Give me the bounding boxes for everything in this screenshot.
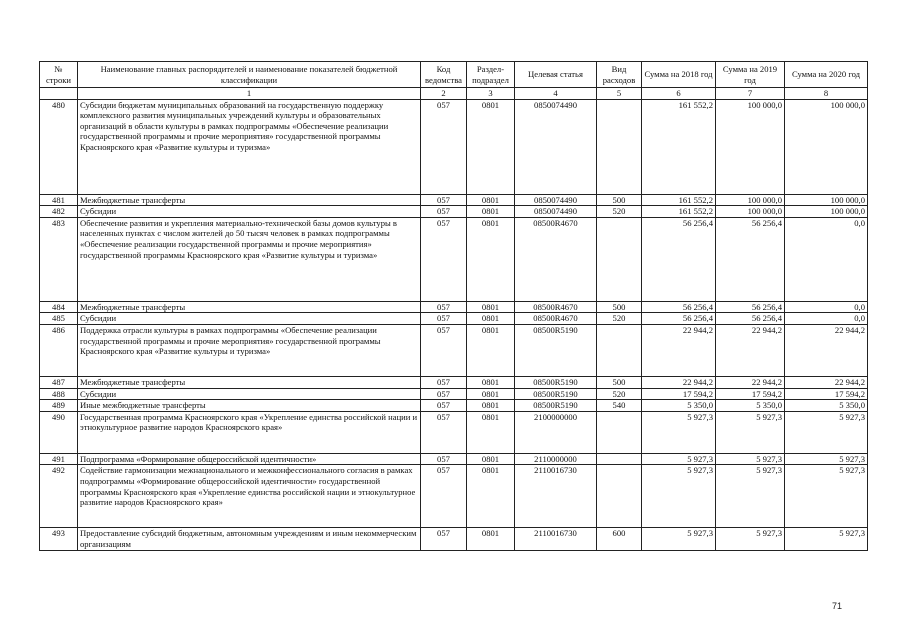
table-body	[40, 99, 868, 550]
row-sum-2019: 17 594,2	[716, 388, 785, 400]
row-number: 482	[40, 206, 78, 218]
row-sum-2019: 5 927,3	[716, 411, 785, 453]
row-sum-2018: 17 594,2	[642, 388, 716, 400]
row-dept-code: 057	[421, 388, 467, 400]
row-target: 2110016730	[515, 465, 597, 528]
row-name: Иные межбюджетные трансферты	[78, 400, 421, 412]
row-exp-type	[597, 217, 642, 301]
row-name: Субсидии	[78, 313, 421, 325]
row-number: 490	[40, 411, 78, 453]
row-section: 0801	[467, 194, 515, 206]
table-row	[40, 99, 868, 194]
row-target: 2100000000	[515, 411, 597, 453]
header-sum-2019: Сумма на 2019 год	[716, 62, 785, 88]
row-number: 486	[40, 324, 78, 376]
row-sum-2020: 100 000,0	[785, 194, 868, 206]
row-name: Межбюджетные трансферты	[78, 194, 421, 206]
row-section: 0801	[467, 453, 515, 465]
row-target: 08500R4670	[515, 313, 597, 325]
row-dept-code: 057	[421, 313, 467, 325]
row-sum-2018: 56 256,4	[642, 301, 716, 313]
row-number: 484	[40, 301, 78, 313]
row-sum-2020: 22 944,2	[785, 324, 868, 376]
row-target: 2110000000	[515, 453, 597, 465]
row-target: 2110016730	[515, 528, 597, 550]
row-target: 0850074490	[515, 194, 597, 206]
row-target: 08500R4670	[515, 217, 597, 301]
row-exp-type: 540	[597, 400, 642, 412]
col-index: 1	[78, 88, 421, 100]
row-dept-code: 057	[421, 217, 467, 301]
row-section: 0801	[467, 528, 515, 550]
row-exp-type	[597, 465, 642, 528]
table-row	[40, 324, 868, 376]
row-name: Поддержка отрасли культуры в рамках подпрограммы «Обеспечение реализации государственной программы и прочие мероприятия» государственной программы Красноярского края «Развитие культуры и туризма»	[78, 324, 421, 376]
row-dept-code: 057	[421, 99, 467, 194]
table-row	[40, 313, 868, 325]
row-dept-code: 057	[421, 301, 467, 313]
row-name: Межбюджетные трансферты	[78, 301, 421, 313]
row-sum-2019: 5 927,3	[716, 528, 785, 550]
row-dept-code: 057	[421, 453, 467, 465]
row-dept-code: 057	[421, 376, 467, 388]
row-name: Предоставление субсидий бюджетным, автономным учреждениям и иным некоммерческим организациям	[78, 528, 421, 550]
row-number: 487	[40, 376, 78, 388]
row-section: 0801	[467, 388, 515, 400]
row-sum-2019: 22 944,2	[716, 324, 785, 376]
row-sum-2018: 5 927,3	[642, 528, 716, 550]
row-exp-type	[597, 453, 642, 465]
header-dept-code: Код ведомства	[421, 62, 467, 88]
header-exp-type: Вид расходов	[597, 62, 642, 88]
row-sum-2018: 22 944,2	[642, 324, 716, 376]
row-sum-2020: 5 927,3	[785, 453, 868, 465]
row-name: Государственная программа Красноярского края «Укрепление единства российской нации и этнокультурное развитие народов Красноярского края»	[78, 411, 421, 453]
row-section: 0801	[467, 301, 515, 313]
row-sum-2018: 161 552,2	[642, 206, 716, 218]
col-index	[40, 88, 78, 100]
row-section: 0801	[467, 400, 515, 412]
row-exp-type: 520	[597, 388, 642, 400]
row-sum-2018: 5 927,3	[642, 411, 716, 453]
row-exp-type: 500	[597, 194, 642, 206]
col-index: 5	[597, 88, 642, 100]
row-sum-2020: 0,0	[785, 301, 868, 313]
table-row	[40, 301, 868, 313]
row-number: 492	[40, 465, 78, 528]
header-section: Раздел-подраздел	[467, 62, 515, 88]
header-name: Наименование главных распорядителей и наименование показателей бюджетной классификации	[78, 62, 421, 88]
table-row	[40, 194, 868, 206]
header-sum-2020: Сумма на 2020 год	[785, 62, 868, 88]
row-sum-2020: 5 927,3	[785, 465, 868, 528]
row-name: Содействие гармонизации межнационального и межконфессионального согласия в рамках подпрограммы «Формирование общероссийской идентичности» государственной программы Красноярского края «Укрепление единства российской нации и этнокультурное развитие народов Красноярского края»	[78, 465, 421, 528]
row-sum-2020: 5 927,3	[785, 411, 868, 453]
row-target: 0850074490	[515, 206, 597, 218]
row-sum-2019: 100 000,0	[716, 99, 785, 194]
row-sum-2020: 22 944,2	[785, 376, 868, 388]
row-dept-code: 057	[421, 206, 467, 218]
row-name: Субсидии бюджетам муниципальных образований на государственную поддержку комплексного развития муниципальных учреждений культуры и образовательных организаций в области культуры в рамках подпрограммы «Обеспечение реализации государственной программы и прочие мероприятия» государственной программы Красноярского края «Развитие культуры и туризма»	[78, 99, 421, 194]
row-sum-2019: 5 927,3	[716, 453, 785, 465]
row-target: 08500R5190	[515, 324, 597, 376]
row-section: 0801	[467, 313, 515, 325]
table-row	[40, 388, 868, 400]
row-dept-code: 057	[421, 194, 467, 206]
table-row	[40, 376, 868, 388]
row-section: 0801	[467, 376, 515, 388]
row-number: 483	[40, 217, 78, 301]
row-exp-type	[597, 324, 642, 376]
row-sum-2018: 161 552,2	[642, 99, 716, 194]
row-exp-type: 500	[597, 301, 642, 313]
row-sum-2019: 100 000,0	[716, 206, 785, 218]
row-sum-2019: 5 927,3	[716, 465, 785, 528]
table-row	[40, 206, 868, 218]
row-sum-2019: 100 000,0	[716, 194, 785, 206]
row-exp-type: 520	[597, 206, 642, 218]
row-sum-2020: 100 000,0	[785, 206, 868, 218]
col-index: 4	[515, 88, 597, 100]
table-row	[40, 400, 868, 412]
row-number: 480	[40, 99, 78, 194]
row-name: Обеспечение развития и укрепления материально-технической базы домов культуры в населенных пунктах с числом жителей до 50 тысяч человек в рамках подпрограммы «Обеспечение реализации государственной программы и прочие мероприятия» государственной программы Красноярского края «Развитие культуры и туризма»	[78, 217, 421, 301]
row-exp-type	[597, 99, 642, 194]
row-sum-2019: 56 256,4	[716, 313, 785, 325]
header-sum-2018: Сумма на 2018 год	[642, 62, 716, 88]
col-index: 3	[467, 88, 515, 100]
table-row	[40, 465, 868, 528]
row-name: Межбюджетные трансферты	[78, 376, 421, 388]
row-exp-type	[597, 411, 642, 453]
row-section: 0801	[467, 217, 515, 301]
row-sum-2018: 22 944,2	[642, 376, 716, 388]
row-dept-code: 057	[421, 324, 467, 376]
row-sum-2019: 22 944,2	[716, 376, 785, 388]
row-number: 489	[40, 400, 78, 412]
row-number: 491	[40, 453, 78, 465]
row-name: Субсидии	[78, 388, 421, 400]
row-sum-2020: 5 927,3	[785, 528, 868, 550]
row-sum-2018: 5 350,0	[642, 400, 716, 412]
row-number: 493	[40, 528, 78, 550]
row-sum-2018: 161 552,2	[642, 194, 716, 206]
row-sum-2020: 0,0	[785, 313, 868, 325]
row-target: 08500R4670	[515, 301, 597, 313]
row-number: 481	[40, 194, 78, 206]
row-sum-2020: 17 594,2	[785, 388, 868, 400]
row-sum-2018: 5 927,3	[642, 453, 716, 465]
row-sum-2018: 5 927,3	[642, 465, 716, 528]
row-section: 0801	[467, 465, 515, 528]
budget-table	[39, 61, 868, 551]
row-name: Субсидии	[78, 206, 421, 218]
row-target: 0850074490	[515, 99, 597, 194]
col-index: 2	[421, 88, 467, 100]
row-sum-2020: 5 350,0	[785, 400, 868, 412]
row-dept-code: 057	[421, 528, 467, 550]
row-sum-2018: 56 256,4	[642, 313, 716, 325]
col-index: 8	[785, 88, 868, 100]
header-row	[40, 62, 868, 88]
column-index-row	[40, 88, 868, 100]
row-sum-2020: 0,0	[785, 217, 868, 301]
row-exp-type: 600	[597, 528, 642, 550]
row-dept-code: 057	[421, 411, 467, 453]
row-number: 488	[40, 388, 78, 400]
row-sum-2019: 5 350,0	[716, 400, 785, 412]
table-row	[40, 528, 868, 550]
row-sum-2020: 100 000,0	[785, 99, 868, 194]
row-sum-2018: 56 256,4	[642, 217, 716, 301]
row-number: 485	[40, 313, 78, 325]
table-row	[40, 453, 868, 465]
row-section: 0801	[467, 206, 515, 218]
col-index: 6	[642, 88, 716, 100]
header-row-no: № строки	[40, 62, 78, 88]
row-section: 0801	[467, 99, 515, 194]
page-number: 71	[832, 601, 843, 611]
row-target: 08500R5190	[515, 388, 597, 400]
header-target: Целевая статья	[515, 62, 597, 88]
row-dept-code: 057	[421, 400, 467, 412]
row-exp-type: 520	[597, 313, 642, 325]
col-index: 7	[716, 88, 785, 100]
row-exp-type: 500	[597, 376, 642, 388]
row-name: Подпрограмма «Формирование общероссийской идентичности»	[78, 453, 421, 465]
row-target: 08500R5190	[515, 400, 597, 412]
table-row	[40, 411, 868, 453]
row-sum-2019: 56 256,4	[716, 301, 785, 313]
row-section: 0801	[467, 324, 515, 376]
row-section: 0801	[467, 411, 515, 453]
row-sum-2019: 56 256,4	[716, 217, 785, 301]
row-dept-code: 057	[421, 465, 467, 528]
table-row	[40, 217, 868, 301]
row-target: 08500R5190	[515, 376, 597, 388]
